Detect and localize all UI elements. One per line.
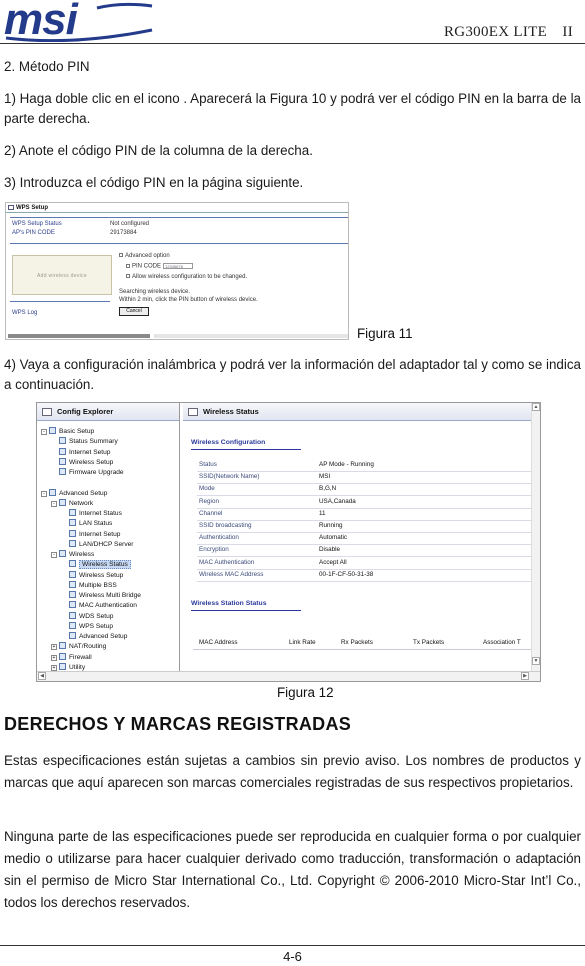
log-bar <box>8 334 150 338</box>
config-row-label: Region <box>199 497 219 505</box>
method-title: 2. Método PIN <box>4 59 90 74</box>
page-icon <box>188 408 198 416</box>
folder-icon <box>42 408 52 416</box>
advanced-option-label: Advanced option <box>125 253 170 259</box>
station-column-header: Link Rate <box>289 639 316 646</box>
within-text: Within 2 min, click the PIN button of wireless device. <box>119 297 258 303</box>
checkbox-icon[interactable] <box>126 274 130 278</box>
tree-item-label: Wireless <box>69 551 95 558</box>
tree-item-label: Basic Setup <box>59 428 95 435</box>
config-row-value: Accept All <box>319 558 347 566</box>
tree-item[interactable] <box>51 653 92 663</box>
tree-item[interactable] <box>41 489 107 499</box>
pin-code-label: PIN CODE <box>132 263 162 270</box>
wireless-status-title: Wireless Status <box>203 407 259 416</box>
allow-change-row[interactable] <box>126 274 247 280</box>
tree-item-label: Wireless Setup <box>69 458 114 466</box>
tree-item-label: Network <box>69 499 94 507</box>
tree-item[interactable] <box>69 632 127 642</box>
config-row-label: Wireless MAC Address <box>199 570 264 578</box>
tree-item[interactable] <box>69 581 117 591</box>
tree-item-label: LAN Status <box>79 520 113 528</box>
tree-item[interactable] <box>69 519 112 529</box>
searching-text: Searching wireless device. <box>119 289 191 295</box>
tree-item-label: Internet Status <box>79 510 122 517</box>
tree-item-label: Internet Setup <box>69 448 111 456</box>
msi-logo <box>2 0 162 42</box>
config-row-label: SSID(Network Name) <box>199 473 260 481</box>
wps-title <box>6 203 349 213</box>
tree-item-label: Wireless Setup <box>79 571 124 579</box>
page-icon <box>59 437 66 444</box>
station-column-header: Tx Packets <box>413 639 445 646</box>
tree-item[interactable] <box>59 468 124 478</box>
tree-item[interactable] <box>51 550 94 560</box>
wps-status-label: WPS Setup Status <box>12 221 62 227</box>
tree-item[interactable] <box>59 437 118 447</box>
tree-item-label: Wireless Status <box>79 560 131 569</box>
config-row-value: USA,Canada <box>319 497 356 505</box>
wps-pin-value: 29173884 <box>110 230 137 236</box>
section-heading: DERECHOS Y MARCAS REGISTRADAS <box>4 714 352 734</box>
tree-item[interactable] <box>69 612 113 622</box>
pin-code-input[interactable]: 12345678 <box>163 263 193 269</box>
paragraph-1: Estas especificaciones están sujetas a cambios sin previo aviso. Los nombres de productos y marcas que aquí aparecen son marcas comerciales registradas de sus respectivos propietarios. <box>4 753 581 790</box>
config-row-value: Running <box>319 522 343 529</box>
tree-item[interactable] <box>51 642 106 652</box>
page-number: 4-6 <box>283 949 302 964</box>
config-explorer-pane <box>37 403 180 682</box>
tree-item[interactable] <box>51 499 93 509</box>
horizontal-scrollbar[interactable] <box>37 671 541 681</box>
page-icon <box>69 509 76 516</box>
page-icon <box>69 591 76 598</box>
wps-setup-screenshot <box>5 202 349 340</box>
config-explorer-screenshot <box>36 402 541 682</box>
page-icon <box>69 530 76 537</box>
tree-item-label: Internet Setup <box>79 530 121 538</box>
log-bar-rest <box>154 334 348 338</box>
expand-icon[interactable]: + <box>52 664 56 671</box>
page-icon <box>69 560 76 567</box>
config-row-label: Mode <box>199 485 215 493</box>
scroll-down-icon[interactable]: ▼ <box>533 658 539 664</box>
tree-item[interactable] <box>69 601 137 611</box>
tree-item-label: Utility <box>69 663 86 671</box>
tree-item-label: MAC Authentication <box>79 602 137 610</box>
config-row-value: Automatic <box>319 534 347 542</box>
tree-item-label: Wireless Multi Bridge <box>79 592 141 599</box>
tree-item-label: WPS Setup <box>79 622 114 630</box>
wireless-config-title: Wireless Configuration <box>191 439 266 446</box>
tree-item[interactable] <box>69 622 113 632</box>
page-icon <box>59 642 66 649</box>
checkbox-icon[interactable] <box>119 253 123 257</box>
page-icon <box>59 458 66 465</box>
logo-text: msi <box>4 0 77 42</box>
pin-code-row[interactable] <box>126 263 193 270</box>
expand-icon[interactable]: + <box>52 654 56 661</box>
tree-item[interactable] <box>69 509 122 519</box>
expand-icon[interactable]: + <box>52 644 56 651</box>
config-row-label: MAC Authentication <box>199 558 255 566</box>
page-icon <box>59 468 66 475</box>
scroll-left-icon[interactable]: ◀ <box>38 672 46 680</box>
page-icon <box>49 427 56 434</box>
wps-status-value: Not configured <box>110 221 150 227</box>
tree-item[interactable] <box>59 458 113 468</box>
tree-item-label: WDS Setup <box>79 612 114 620</box>
config-row-value: 00-1F-CF-50-31-38 <box>319 570 374 578</box>
scroll-right-icon[interactable]: ▶ <box>521 672 529 680</box>
step-2: 2) Anote el código PIN de la columna de la derecha. <box>4 143 313 158</box>
figure-12-caption: Figura 12 <box>277 685 334 700</box>
collapse-icon[interactable]: - <box>51 501 57 507</box>
page-icon <box>69 581 76 588</box>
config-row-value: B,G,N <box>319 485 337 493</box>
tree-item-label: Status Summary <box>69 438 118 446</box>
tree-item-label: Firmware Upgrade <box>69 469 124 476</box>
page-header <box>0 0 585 44</box>
tree-item-label: Advanced Setup <box>59 489 108 497</box>
config-row-value: MSI <box>319 473 331 481</box>
page-icon <box>8 205 14 210</box>
tree-item-label: Firewall <box>69 653 92 661</box>
tree-item-label: LAN/DHCP Server <box>79 540 134 548</box>
tree-item[interactable] <box>69 591 141 601</box>
page-icon <box>69 519 76 526</box>
tree-item[interactable] <box>41 427 94 437</box>
page-icon <box>59 499 66 506</box>
page-icon <box>49 489 56 496</box>
allow-change-label: Allow wireless configuration to be changed. <box>132 274 248 280</box>
tree-item[interactable] <box>69 540 133 550</box>
tree-item-label: Multiple BSS <box>79 581 117 589</box>
collapse-icon[interactable]: - <box>41 429 47 435</box>
page-icon <box>69 540 76 547</box>
tree-item[interactable] <box>69 571 123 581</box>
step-4: 4) Vaya a configuración inalámbrica y podrá ver la información del adaptador tal y como se indica a continuación. <box>4 357 581 392</box>
page-icon <box>59 550 66 557</box>
station-column-header: Rx Packets <box>341 639 373 646</box>
wps-title-text: WPS Setup <box>16 205 49 211</box>
tree-item[interactable] <box>69 560 131 570</box>
page-icon <box>69 601 76 608</box>
page-icon <box>59 448 66 455</box>
wps-pin-label: AP's PIN CODE <box>12 230 55 236</box>
page-footer-line <box>0 945 585 946</box>
config-row-label: SSID broadcasting <box>199 522 252 529</box>
step-1: 1) Haga doble clic en el icono . Aparecerá la Figura 10 y podrá ver el código PIN en la barra de la parte derecha. <box>4 91 581 126</box>
checkbox-icon[interactable] <box>126 264 130 268</box>
tree-item-label: NAT/Routing <box>69 643 107 651</box>
config-explorer-header <box>37 403 179 421</box>
collapse-icon[interactable]: - <box>51 552 57 558</box>
page-icon <box>69 612 76 619</box>
vertical-scrollbar[interactable] <box>531 403 540 673</box>
page-icon <box>69 622 76 629</box>
paragraph-2: Ninguna parte de las especificaciones puede ser reproducida en cualquier forma o por cualquier medio o utilizarse para hacer cualquier derivado como traducción, transformación o adaptación sin el permiso de Micro Star International Co., Ltd. Copyright © 2006-2010 Micro-Star Int’l Co., todos los derechos reservados. <box>4 829 581 910</box>
page-icon <box>59 653 66 660</box>
wireless-status-header <box>183 403 533 421</box>
station-column-header: MAC Address <box>199 639 238 646</box>
tree-item[interactable] <box>69 530 120 540</box>
tree-item-label: Advanced Setup <box>79 633 128 640</box>
config-row-label: Status <box>199 461 217 468</box>
config-row-label: Encryption <box>199 546 229 554</box>
collapse-icon[interactable]: - <box>41 491 47 497</box>
scroll-up-icon[interactable]: ▲ <box>533 404 539 410</box>
figure-11-caption: Figura 11 <box>357 326 413 341</box>
station-status-title: Wireless Station Status <box>191 600 267 607</box>
config-explorer-title: Config Explorer <box>57 407 114 416</box>
config-row-label: Authentication <box>199 534 239 542</box>
config-row-value: Disable <box>319 546 340 554</box>
add-device-button[interactable]: Add wireless device <box>12 255 112 295</box>
wps-log-label: WPS Log <box>12 310 38 316</box>
advanced-option[interactable] <box>119 253 170 259</box>
page-icon <box>69 632 76 639</box>
config-row-value: 11 <box>319 509 326 517</box>
station-column-header: Association T <box>483 639 521 646</box>
model-name: RG300EX LITE II <box>443 24 573 40</box>
cancel-button[interactable]: Cancel <box>119 307 149 316</box>
page-icon <box>69 571 76 578</box>
config-row-value: AP Mode - Running <box>319 461 374 468</box>
tree-item[interactable] <box>59 448 110 458</box>
step-3: 3) Introduzca el código PIN en la página siguiente. <box>4 175 304 190</box>
page-icon <box>59 663 66 670</box>
config-row-label: Channel <box>199 509 223 517</box>
